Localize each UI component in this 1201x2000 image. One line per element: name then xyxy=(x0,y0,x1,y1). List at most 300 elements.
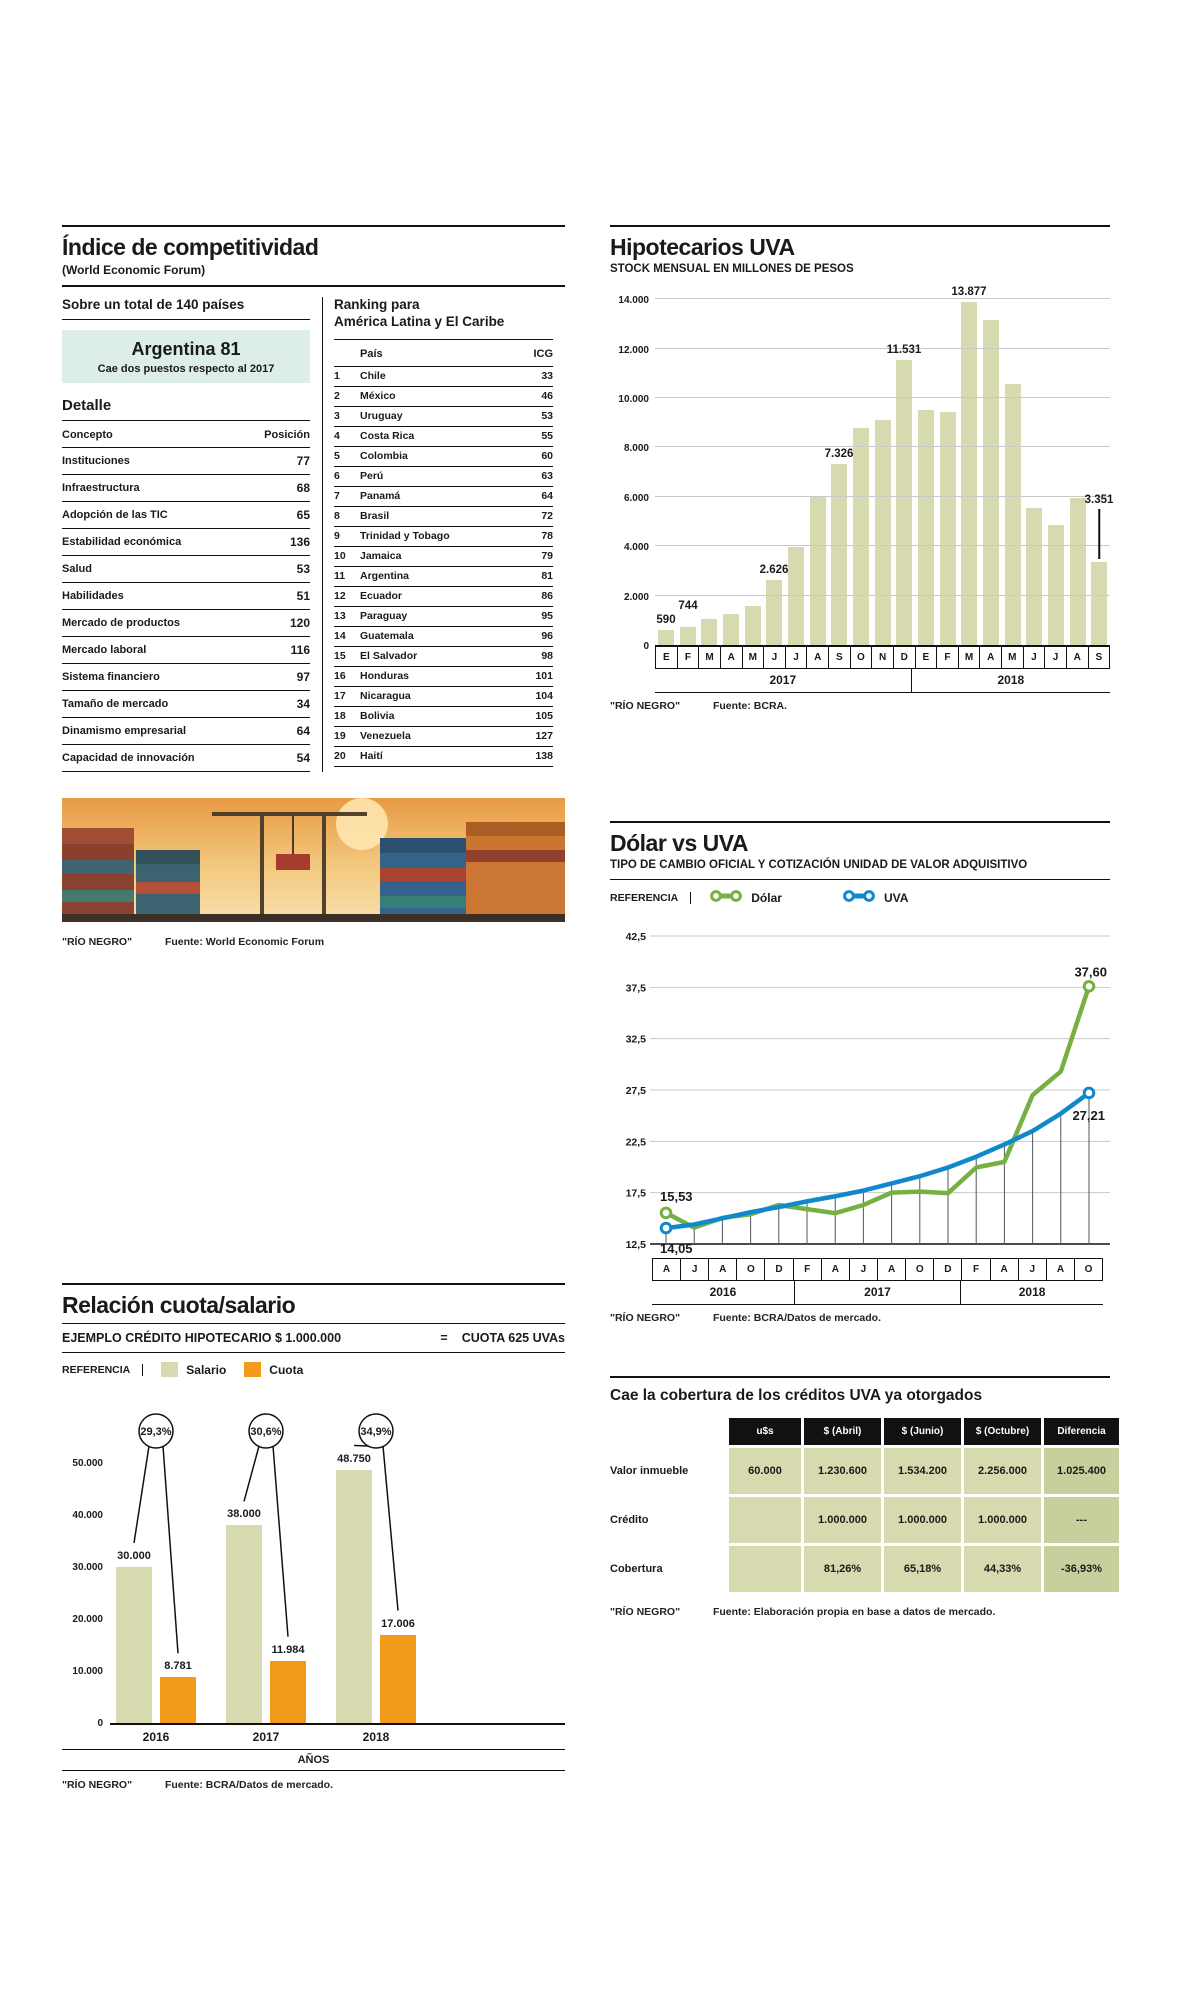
bar xyxy=(810,496,826,645)
table-row xyxy=(334,707,553,727)
gridline xyxy=(655,446,1110,447)
year-label: 2018 xyxy=(362,1730,390,1744)
cuota-salario-subtitle xyxy=(62,1324,565,1353)
month-label: M xyxy=(958,647,980,668)
dolar-uva-title: Dólar vs UVA xyxy=(610,830,749,856)
concept-label: Sistema financiero xyxy=(62,671,160,683)
bar xyxy=(658,630,674,645)
concept-label: Mercado de productos xyxy=(62,617,180,629)
row-label: Crédito xyxy=(610,1497,726,1543)
year-label: 2016 xyxy=(142,1730,170,1744)
ytick-label: 10.000 xyxy=(618,394,649,406)
month-label: A xyxy=(979,647,1001,668)
dolar-line-icon xyxy=(709,889,743,906)
detalle-heading: Detalle xyxy=(62,397,310,421)
icg-value: 104 xyxy=(535,690,553,703)
icg-value: 96 xyxy=(541,630,553,643)
bar-value-label: 2.626 xyxy=(759,564,789,577)
ytick-label: 30.000 xyxy=(72,1562,103,1573)
position-value: 34 xyxy=(296,697,310,711)
position-value: 64 xyxy=(296,724,310,738)
month-label: A xyxy=(821,1259,849,1280)
bar-value-label: 3.351 xyxy=(1084,494,1114,507)
table-row xyxy=(62,583,310,610)
port-photo xyxy=(62,798,565,922)
xaxis-title: AÑOS xyxy=(297,1754,330,1766)
cobertura-table xyxy=(610,1418,1110,1592)
table-cell: 1.025.400 xyxy=(1044,1448,1119,1494)
brand-label: "RÍO NEGRO" xyxy=(610,700,681,712)
svg-text:14,05: 14,05 xyxy=(660,1241,693,1257)
bar-cell xyxy=(1023,289,1045,645)
cuota-swatch-icon xyxy=(244,1362,261,1377)
month-label: A xyxy=(652,1259,680,1280)
position-value: 51 xyxy=(296,589,310,603)
source-label: Fuente: World Economic Forum xyxy=(164,936,325,948)
cuota-salario-plot xyxy=(110,1387,565,1725)
bar-cell xyxy=(677,289,699,645)
bar xyxy=(875,420,891,645)
salario-label: Salario xyxy=(186,1362,227,1377)
bar-value-label: 590 xyxy=(656,614,676,627)
table-cell: 81,26% xyxy=(804,1546,881,1592)
table-row xyxy=(62,475,310,502)
month-label: O xyxy=(1074,1259,1103,1280)
bar xyxy=(983,320,999,645)
position-value: 68 xyxy=(296,481,310,495)
competitividad-block xyxy=(62,225,565,772)
uva-label: UVA xyxy=(883,890,909,905)
svg-text:42,5: 42,5 xyxy=(625,931,646,943)
table-row xyxy=(62,637,310,664)
country-label: Brasil xyxy=(360,510,390,523)
hipotecarios-plot xyxy=(655,286,1114,647)
hipotecarios-footer xyxy=(610,700,1110,712)
table-row xyxy=(334,687,553,707)
ytick-label: 8.000 xyxy=(623,443,649,455)
month-label: A xyxy=(720,647,742,668)
month-label: D xyxy=(764,1259,792,1280)
month-label: J xyxy=(849,1259,877,1280)
ytick-label: 20.000 xyxy=(72,1614,103,1625)
table-cell: 1.000.000 xyxy=(964,1497,1041,1543)
hipotecarios-month-axis xyxy=(655,647,1110,669)
bar-cell xyxy=(1088,289,1110,645)
table-row xyxy=(334,587,553,607)
divider xyxy=(62,225,565,227)
bar-value-label: 13.877 xyxy=(951,286,987,299)
concept-label: Habilidades xyxy=(62,590,124,602)
svg-text:30,6%: 30,6% xyxy=(250,1426,282,1438)
year-label: 2018 xyxy=(911,669,1110,692)
country-label: Argentina xyxy=(360,570,410,583)
svg-text:27,21: 27,21 xyxy=(1072,1107,1105,1123)
ranking-column xyxy=(322,297,553,772)
bar xyxy=(1005,384,1021,645)
bar-cell xyxy=(915,289,937,645)
country-label: Nicaragua xyxy=(360,690,411,703)
bar-value-label: 744 xyxy=(678,599,698,612)
rank-number: 5 xyxy=(334,450,340,463)
country-label: Uruguay xyxy=(360,410,403,423)
bar xyxy=(831,464,847,645)
table-row xyxy=(62,718,310,745)
position-value: 53 xyxy=(296,562,310,576)
icg-value: 101 xyxy=(535,670,553,683)
month-label: A xyxy=(877,1259,905,1280)
concept-label: Tamaño de mercado xyxy=(62,698,169,710)
icg-value: 81 xyxy=(541,570,553,583)
month-label: F xyxy=(936,647,958,668)
divider xyxy=(610,1376,1110,1378)
month-label: A xyxy=(1066,647,1088,668)
bar xyxy=(896,360,912,645)
month-label: O xyxy=(850,647,872,668)
svg-text:37,5: 37,5 xyxy=(625,982,646,995)
concept-label: Estabilidad económica xyxy=(62,536,182,548)
month-label: J xyxy=(763,647,785,668)
svg-text:29,3%: 29,3% xyxy=(140,1426,172,1438)
table-row xyxy=(334,427,553,447)
table-cell: 1.000.000 xyxy=(884,1497,961,1543)
dolar-uva-block xyxy=(610,821,1110,1324)
dolar-uva-year-axis xyxy=(652,1281,1103,1305)
salario-value-label: 48.750 xyxy=(337,1452,371,1465)
rank-number: 8 xyxy=(334,510,340,523)
column-header: $ (Octubre) xyxy=(964,1418,1041,1445)
table-cell: 60.000 xyxy=(729,1448,801,1494)
ytick-label: 2.000 xyxy=(623,591,649,603)
brand-label: "RÍO NEGRO" xyxy=(610,1312,681,1324)
cobertura-footer xyxy=(610,1606,1110,1618)
icg-value: 95 xyxy=(541,610,553,623)
column-header: Diferencia xyxy=(1044,1418,1119,1445)
divider xyxy=(62,285,565,287)
table-row xyxy=(334,487,553,507)
page-title: Índice de competitividad xyxy=(62,234,319,260)
cuota-value-label: 8.781 xyxy=(164,1660,192,1673)
row-label: Cobertura xyxy=(610,1546,726,1592)
table-row xyxy=(334,367,553,387)
table-row xyxy=(334,667,553,687)
bar xyxy=(701,619,717,645)
ranking-table-header xyxy=(334,340,553,367)
bar-cell xyxy=(958,289,980,645)
gridline xyxy=(655,348,1110,349)
position-value: 54 xyxy=(296,751,310,765)
hipotecarios-bars xyxy=(655,289,1110,645)
total-paises-heading: Sobre un total de 140 países xyxy=(62,297,310,320)
month-label: F xyxy=(677,647,699,668)
table-cell: 1.230.600 xyxy=(804,1448,881,1494)
photo-caption xyxy=(62,936,565,948)
total-paises-column xyxy=(62,297,310,772)
country-label: Perú xyxy=(360,470,384,483)
divider xyxy=(62,1770,565,1771)
rank-number: 10 xyxy=(334,550,346,563)
svg-text:34,9%: 34,9% xyxy=(360,1426,392,1438)
month-label: S xyxy=(1088,647,1111,668)
country-label: Paraguay xyxy=(360,610,408,623)
icg-value: 63 xyxy=(541,470,553,483)
table-row xyxy=(334,507,553,527)
month-label: J xyxy=(1023,647,1045,668)
bar xyxy=(766,580,782,645)
bar-cell xyxy=(763,289,785,645)
dolar-label: Dólar xyxy=(751,890,782,905)
month-label: D xyxy=(933,1259,961,1280)
concept-label: Salud xyxy=(62,563,92,575)
argentina-rank: Argentina 81 xyxy=(131,339,241,359)
svg-text:15,53: 15,53 xyxy=(660,1188,693,1204)
concept-label: Dinamismo empresarial xyxy=(62,725,187,737)
col-pais: País xyxy=(360,347,383,360)
table-cell: 1.000.000 xyxy=(804,1497,881,1543)
icg-value: 105 xyxy=(535,710,553,723)
section-subtitle: (World Economic Forum) xyxy=(62,263,206,277)
brand-label: "RÍO NEGRO" xyxy=(610,1606,681,1618)
ranking-table xyxy=(334,367,553,767)
ytick-label: 6.000 xyxy=(623,492,649,504)
bar xyxy=(680,627,696,645)
cuota-label: Cuota xyxy=(269,1362,304,1377)
source-label: Fuente: BCRA/Datos de mercado. xyxy=(164,1779,333,1791)
gridline xyxy=(655,298,1110,299)
table-row xyxy=(334,567,553,587)
bar-cell xyxy=(698,289,720,645)
source-label: Fuente: BCRA/Datos de mercado. xyxy=(712,1312,881,1324)
country-label: Ecuador xyxy=(360,590,403,603)
cobertura-block xyxy=(610,1376,1110,1618)
month-label: N xyxy=(871,647,893,668)
ytick-label: 12.000 xyxy=(618,344,649,356)
competitividad-columns xyxy=(62,297,565,772)
bar xyxy=(1091,562,1107,645)
rank-number: 16 xyxy=(334,670,346,683)
table-row xyxy=(62,664,310,691)
dolar-uva-footer xyxy=(610,1312,1110,1324)
cuota-uvas-label: CUOTA 625 UVAs xyxy=(461,1331,565,1345)
bar-cell xyxy=(655,289,677,645)
month-label: A xyxy=(806,647,828,668)
month-label: J xyxy=(785,647,807,668)
month-label: A xyxy=(990,1259,1018,1280)
table-row xyxy=(334,547,553,567)
bar-cell xyxy=(1002,289,1024,645)
cuota-value-label: 17.006 xyxy=(381,1617,415,1630)
divider xyxy=(610,225,1110,227)
detalle-table xyxy=(62,448,310,772)
referencia-label: REFERENCIA xyxy=(62,1364,143,1376)
rank-number: 4 xyxy=(334,430,340,443)
concept-label: Adopción de las TIC xyxy=(62,509,168,521)
svg-text:32,5: 32,5 xyxy=(625,1033,646,1046)
legend-item-salario xyxy=(161,1362,226,1377)
month-label: J xyxy=(680,1259,708,1280)
bar-cell xyxy=(807,289,829,645)
bar-cell xyxy=(785,289,807,645)
uva-line-icon xyxy=(842,889,876,906)
brand-label: "RÍO NEGRO" xyxy=(62,1779,133,1791)
bar-cell xyxy=(1045,289,1067,645)
position-value: 65 xyxy=(296,508,310,522)
icg-value: 79 xyxy=(541,550,553,563)
svg-text:22,5: 22,5 xyxy=(625,1136,646,1149)
cuota-salario-footer xyxy=(62,1779,565,1791)
gridline xyxy=(655,595,1110,596)
bar xyxy=(723,614,739,645)
detalle-table-header xyxy=(62,421,310,448)
rank-number: 9 xyxy=(334,530,340,543)
bar-cell xyxy=(828,289,850,645)
table-corner-cell xyxy=(610,1418,726,1445)
ytick-label: 4.000 xyxy=(623,542,649,554)
table-cell: 2.256.000 xyxy=(964,1448,1041,1494)
country-label: Venezuela xyxy=(360,730,411,743)
ytick-label: 50.000 xyxy=(72,1458,103,1469)
year-label: 2017 xyxy=(252,1730,280,1744)
icg-value: 138 xyxy=(535,750,553,763)
country-label: Panamá xyxy=(360,490,401,503)
bubble-overlay xyxy=(110,1387,565,1723)
table-cell: 1.534.200 xyxy=(884,1448,961,1494)
col-concepto: Concepto xyxy=(62,429,113,441)
legend-item-uva xyxy=(842,889,908,906)
year-label: 2017 xyxy=(794,1281,960,1304)
bar-cell xyxy=(850,289,872,645)
table-row xyxy=(62,448,310,475)
svg-text:27,5: 27,5 xyxy=(625,1085,646,1097)
salario-swatch-icon xyxy=(161,1362,178,1377)
table-row xyxy=(334,747,553,767)
month-label: M xyxy=(698,647,720,668)
hipotecarios-block xyxy=(610,225,1114,712)
concept-label: Mercado laboral xyxy=(62,644,147,656)
position-value: 97 xyxy=(296,670,310,684)
icg-value: 127 xyxy=(535,730,553,743)
divider xyxy=(610,821,1110,823)
bar xyxy=(745,606,761,646)
table-row xyxy=(334,727,553,747)
bar-cell xyxy=(980,289,1002,645)
country-label: Honduras xyxy=(360,670,410,683)
dolar-uva-chart xyxy=(610,928,1110,1258)
bar xyxy=(853,428,869,645)
col-posicion: Posición xyxy=(264,429,310,441)
rank-number: 15 xyxy=(334,650,346,663)
month-label: A xyxy=(1046,1259,1074,1280)
bar-value-label: 11.531 xyxy=(886,344,922,357)
port-photo-image xyxy=(62,798,565,922)
bar-cell xyxy=(1067,289,1089,645)
month-label: E xyxy=(655,647,677,668)
country-label: Colombia xyxy=(360,450,408,463)
country-label: Guatemala xyxy=(360,630,414,643)
bar-cell xyxy=(742,289,764,645)
rank-number: 20 xyxy=(334,750,346,763)
table-row xyxy=(334,467,553,487)
bar xyxy=(1026,508,1042,645)
cuota-value-label: 11.984 xyxy=(271,1643,305,1656)
position-value: 77 xyxy=(296,454,310,468)
rank-number: 7 xyxy=(334,490,340,503)
month-label: J xyxy=(1018,1259,1046,1280)
icg-value: 86 xyxy=(541,590,553,603)
icg-value: 53 xyxy=(541,410,553,423)
ytick-label: 0 xyxy=(643,641,649,652)
year-label: 2017 xyxy=(769,673,797,687)
ytick-label: 40.000 xyxy=(72,1510,103,1521)
position-value: 116 xyxy=(290,643,310,657)
table-cell: 44,33% xyxy=(964,1546,1041,1592)
icg-value: 78 xyxy=(541,530,553,543)
source-label: Fuente: BCRA. xyxy=(712,700,788,712)
legend-item-dolar xyxy=(709,889,782,906)
table-row xyxy=(62,502,310,529)
ranking-heading-line1: Ranking para xyxy=(334,297,420,312)
bar xyxy=(788,547,804,645)
bar-cell xyxy=(872,289,894,645)
column-header: $ (Abril) xyxy=(804,1418,881,1445)
concept-label: Infraestructura xyxy=(62,482,140,494)
bar-cell xyxy=(937,289,959,645)
country-label: México xyxy=(360,390,396,403)
month-label: F xyxy=(961,1259,989,1280)
col-icg: ICG xyxy=(533,347,553,360)
hipotecarios-year-axis xyxy=(655,669,1110,693)
table-row xyxy=(62,610,310,637)
table-cell: --- xyxy=(1044,1497,1119,1543)
divider xyxy=(62,1283,565,1285)
month-label: S xyxy=(828,647,850,668)
divider xyxy=(610,879,1110,880)
table-row xyxy=(334,447,553,467)
referencia-label: REFERENCIA xyxy=(610,892,691,904)
dolar-uva-month-axis xyxy=(652,1258,1103,1281)
table-cell xyxy=(729,1497,801,1543)
cuota-salario-chart xyxy=(62,1387,565,1729)
rank-number: 13 xyxy=(334,610,346,623)
column-header: $ (Junio) xyxy=(884,1418,961,1445)
hipotecarios-chart xyxy=(610,286,1114,652)
table-cell xyxy=(729,1546,801,1592)
cobertura-title: Cae la cobertura de los créditos UVA ya otorgados xyxy=(610,1387,983,1404)
svg-text:37,60: 37,60 xyxy=(1074,964,1107,980)
position-value: 136 xyxy=(289,535,310,549)
icg-value: 33 xyxy=(541,370,553,383)
legend-item-cuota xyxy=(244,1362,303,1377)
brand-label: "RÍO NEGRO" xyxy=(62,936,133,948)
month-label: O xyxy=(905,1259,933,1280)
table-row xyxy=(62,556,310,583)
rank-number: 6 xyxy=(334,470,340,483)
table-row xyxy=(62,529,310,556)
bar xyxy=(1070,498,1086,645)
rank-number: 19 xyxy=(334,730,346,743)
gridline xyxy=(655,397,1110,398)
country-label: Chile xyxy=(360,370,386,383)
table-row xyxy=(334,647,553,667)
rank-number: 11 xyxy=(334,570,346,583)
ranking-heading-line2: América Latina y El Caribe xyxy=(334,313,505,329)
bar-cell xyxy=(720,289,742,645)
dolar-uva-legend xyxy=(610,889,1110,906)
month-label: O xyxy=(736,1259,764,1280)
cuota-salario-block xyxy=(62,1283,565,1791)
source-label: Fuente: Elaboración propia en base a datos de mercado. xyxy=(712,1606,996,1618)
month-label: D xyxy=(893,647,915,668)
month-label: M xyxy=(742,647,764,668)
